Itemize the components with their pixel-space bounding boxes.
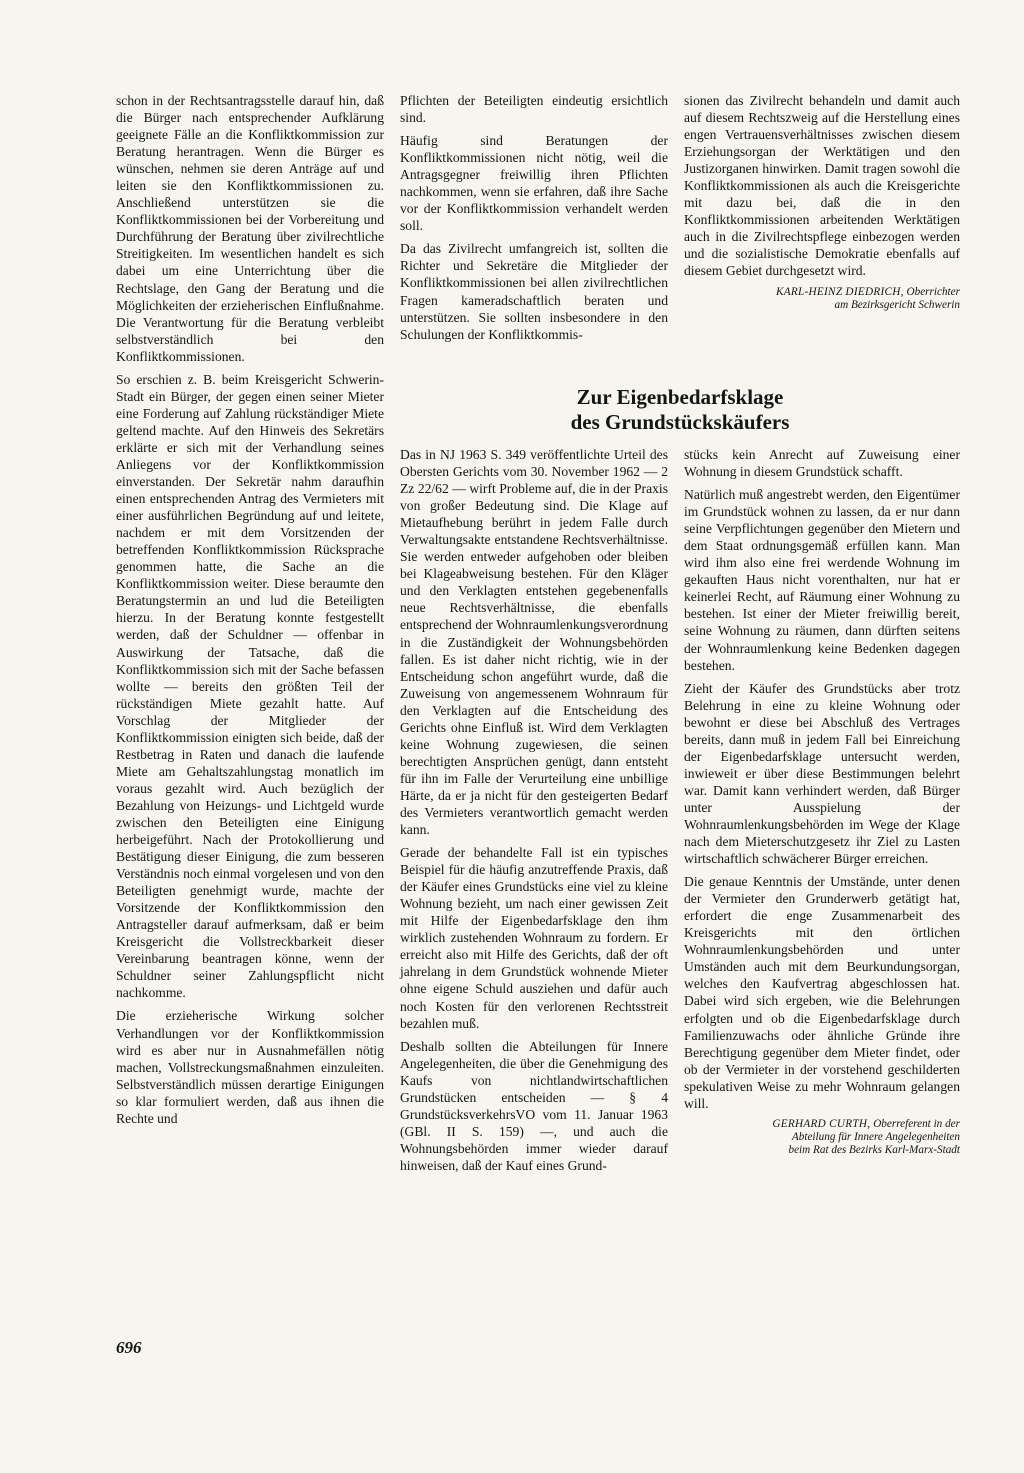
paragraph: Die erzieherische Wirkung solcher Verhandlungen vor der Konfliktkommission wird es aber nur in Ausnahmefällen nötig machen, Vollstreckungsmaßnahmen einzuleiten. Selbstverständlich müssen derartige Einigungen so klar formuliert werden, daß aus ihnen die Rechte und — [116, 1008, 384, 1126]
paragraph: Gerade der behandelte Fall ist ein typisches Beispiel für die häufig anzutreffende Praxis, daß der Käufer eines Grundstücks eine viel zu kleine Wohnung bezieht, um nach einer gewissen Zeit mit Hilfe der Eigenbedarfsklage den ihm wirklich zustehenden Wohnraum zu fordern. Er erreicht also mit Hilfe des Gerichts, daß der oft jahrelang in dem Grundstück wohnende Mieter ohne eigene Schuld ausziehen und dafür auch noch Kosten für den verlorenen Rechtsstreit bezahlen muß. — [400, 845, 668, 1031]
column-middle-bottom — [400, 446, 668, 1180]
paragraph: Da das Zivilrecht umfangreich ist, sollten die Richter und Sekretäre die Mitglieder der Konfliktkommissionen bei allen zivilrechtlichen Fragen kameradschaftlich beraten und unterstützen. Sie sollten insbesondere in den Schulungen der Konfliktkommis- — [400, 241, 668, 342]
author-name: GERHARD CURTH, — [772, 1117, 871, 1130]
author-affiliation: Abteilung für Innere Angelegenheiten — [791, 1130, 960, 1143]
article-headline — [400, 385, 960, 435]
column-middle-top — [400, 92, 668, 349]
paragraph: Die genaue Kenntnis der Umstände, unter denen der Vermieter den Grunderwerb getätigt hat, erfordert die enge Zusammenarbeit des Kreisgerichts mit den örtlichen Wohnraumlenkungsbehörden und unter Umständen auch mit dem Beurkundungsorgan, welches den Kaufvertrag abgeschlossen hat. Dabei wird sich ergeben, wie die Belehrungen erfolgten und ob die Eigenbedarfsklage durch Familienzuwachs oder ähnliche Gründe ihre Berechtigung gegenüber dem Mieter findet, oder ob der Vermieter in der vorstehend geschilderten spekulativen Weise zu mehr Wohnraum gelangen will. — [684, 874, 960, 1111]
author-affiliation: beim Rat des Bezirks Karl-Marx-Stadt — [788, 1143, 960, 1156]
paragraph: Das in NJ 1963 S. 349 veröffentlichte Urteil des Obersten Gerichts vom 30. November 1962 — 2 Zz 22/62 — wirft Probleme auf, die in der Praxis von großer Bedeutung sind. Die Klage auf Mietaufhebung berührt in jedem Falle durch Verwaltungsakte entstandene Rechtsverhältnisse. Sie werden entweder aufgehoben oder bleiben bei Klageabweisung bestehen. Für den Kläger und den Verklagten entstehen gegebenenfalls neue Rechtsverhältnisse, die ebenfalls entsprechend der Wohnraumlenkungsverordnung in die Zuständigkeit der Wohnungsbehörden fallen. Es ist daher nicht richtig, wie in der Entscheidung schon angeführt wurde, daß die Zuweisung von angemessenem Wohnraum für den Verklagten auf die Entscheidung des Gerichts ohne Einfluß ist. Wird dem Verklagten keine Wohnung zugewiesen, die seinen berechtigten Ansprüchen genügt, dann entsteht für ihn im Falle der Verurteilung eine unbillige Härte, da er ja nicht für den gesteigerten Bedarf des Vermieters verantwortlich gemacht werden kann. — [400, 447, 668, 838]
paragraph: Natürlich muß angestrebt werden, den Eigentümer im Grundstück wohnen zu lassen, da er nur dann seine Verpflichtungen gegenüber den Mietern und dem Staat ordnungsgemäß erfüllen kann. Man wird ihm also eine frei werdende Wohnung im gekauften Haus nicht vorenthalten, nur hat er keinerlei Recht, auf Räumung einer Wohnung zu bestehen. Ist einer der Mieter freiwillig bereit, seine Wohnung zu räumen, dann dürften seitens der Wohnraumlenkung keine Bedenken dagegen bestehen. — [684, 487, 960, 673]
headline-line-1: Zur Eigenbedarfsklage — [576, 385, 784, 409]
headline-line-2: des Grundstückskäufers — [570, 410, 790, 434]
author-affiliation: am Bezirksgericht Schwerin — [834, 298, 960, 311]
author-signature — [684, 1118, 960, 1157]
page-number: 696 — [116, 1338, 142, 1357]
paragraph: stücks kein Anrecht auf Zuweisung einer Wohnung in diesem Grundstück schafft. — [684, 447, 960, 480]
author-title: Oberreferent in der — [873, 1117, 960, 1130]
author-title: Oberrichter — [906, 285, 960, 298]
paragraph: Zieht der Käufer des Grundstücks aber trotz Belehrung in eine zu kleine Wohnung oder bewohnt er diese bei Abschluß des Vertrages bereits, dann muß in jedem Fall bei Einreichung der Eigenbedarfsklage untersucht werden, inwieweit er über diese Bestimmungen belehrt war. Damit kann verhindert werden, daß Bürger unter Ausspielung der Wohnraumlenkungsbehörden im Wege der Klage nach dem Mieterschutzgesetz ihr Ziel zu Lasten wirtschaftlich schwächerer Bürger erreichen. — [684, 680, 960, 867]
paragraph: schon in der Rechtsantragsstelle darauf hin, daß die Bürger nach entsprechender Aufklärung geeignete Fälle an die Konfliktkommission zur Beratung herantragen. Wenn die Bürger es wünschen, nehmen sie deren Anträge auf und leiten sie den Konfliktkommissionen zu. Anschließend unterstützen sie die Konfliktkommissionen bei der Vorbereitung und Durchführung der Beratung über zivilrechtliche Streitigkeiten. Im wesentlichen handelt es sich dabei um eine Unterrichtung über die Rechtslage, den Gang der Beratung und die Möglichkeiten der erzieherischen Einflußnahme. Die Verantwortung für die Beratung verbleibt selbstverständlich bei den Konfliktkommissionen. — [116, 93, 384, 364]
column-right-bottom — [684, 446, 960, 1157]
author-name: KARL-HEINZ DIEDRICH, — [775, 285, 904, 298]
column-right-top — [684, 92, 960, 312]
paragraph: Pflichten der Beteiligten eindeutig ersichtlich sind. — [400, 93, 668, 126]
paragraph: Häufig sind Beratungen der Konfliktkommissionen nicht nötig, weil die Antragsgegner freiwillig ihren Pflichten nachkommen, wenn sie erfahren, daß ihre Sache vor der Konfliktkommission verhandelt werden soll. — [400, 133, 668, 234]
paragraph: Deshalb sollten die Abteilungen für Innere Angelegenheiten, die über die Genehmigung des Kaufs von nichtlandwirtschaftlichen Grundstücken entscheiden — § 4 GrundstücksverkehrsVO vom 11. Januar 1963 (GBl. II S. 159) —, und auch die Wohnungsbehörden immer wieder darauf hinweisen, daß der Kauf eines Grund- — [400, 1038, 668, 1173]
author-signature — [684, 286, 960, 312]
column-left — [116, 92, 384, 1133]
paragraph: So erschien z. B. beim Kreisgericht Schwerin-Stadt ein Bürger, der gegen einen seiner Mieter eine Forderung auf Zahlung rückständiger Miete geltend machte. Auf den Hinweis des Sekretärs erklärte er sich mit der Verhandlung seines Anliegens vor der Konfliktkommission einverstanden. Der Sekretär nahm daraufhin einen entsprechenden Antrag des Vermieters mit einer ausführlichen Begründung auf und leitete, nachdem er mit dem Vorsitzenden der betreffenden Konfliktkommission Rücksprache genommen hatte, die Sache an die Konfliktkommission weiter. Diese beraumte den Beratungstermin an und lud die Beteiligten hierzu. In der Beratung konnte festgestellt werden, daß der Schuldner — offenbar in Auswirkung der Tatsache, daß die Konfliktkommission sich mit der Sache befassen wollte — bereits den größten Teil der rückständigen Miete gezahlt hatte. Auf Vorschlag der Mitglieder der Konfliktkommission einigten sich beide, daß der Restbetrag in Raten und danach die laufende Miete am Gehaltszahlungstag monatlich im voraus gezahlt wird. Auch bezüglich der Bezahlung von Heizungs- und Lichtgeld wurde zwischen den Beteiligten eine Einigung herbeigeführt. Nach der Protokollierung und Bestätigung dieser Einigung, die zum besseren Verständnis noch einmal vorgelesen und von den Beteiligten genehmigt wurde, machte der Vorsitzende der Konfliktkommission den Antragsteller darauf aufmerksam, daß er beim Kreisgericht die Vollstreckbarkeit dieser Vereinbarung beantragen könne, wenn der Schuldner seiner Zahlungspflicht nicht nachkomme. — [116, 371, 384, 1001]
paragraph: sionen das Zivilrecht behandeln und damit auch auf diesem Rechtszweig auf die Herstellung eines engen Vertrauensverhältnisses zwischen diesem Erziehungsorgan der Werktätigen und den Justizorganen hinwirken. Damit tragen sowohl die Konfliktkommissionen als auch die Kreisgerichte mit dazu bei, daß die in den Konfliktkommissionen arbeitenden Werktätigen auch in die Zivilrechtspflege einbezogen werden und die sozialistische Demokratie ebenfalls auf diesem Gebiet durchgesetzt wird. — [684, 93, 960, 279]
